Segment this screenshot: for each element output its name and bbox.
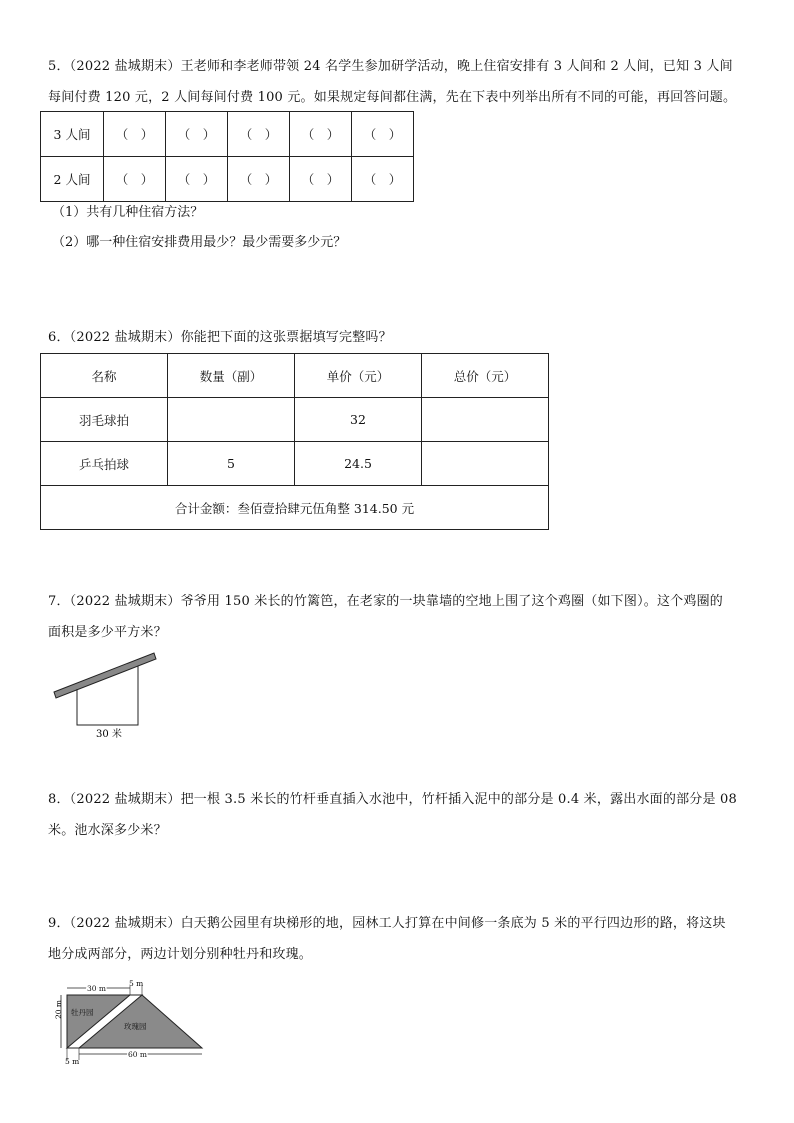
row-label: 3 人间 xyxy=(41,112,104,157)
table-row xyxy=(41,157,414,202)
q7-line2: 面积是多少平方米？ xyxy=(48,625,167,640)
blank-cell[interactable] xyxy=(422,398,549,442)
q5-sub2: （2）哪一种住宿安排费用最少？最少需要多少元？ xyxy=(52,235,347,250)
q5-text xyxy=(48,51,758,113)
q9-trapezoid-figure xyxy=(50,980,225,1065)
table-cell: 24.5 xyxy=(295,442,422,486)
q6-receipt-table xyxy=(40,353,549,530)
blank-cell[interactable] xyxy=(422,442,549,486)
row-label: 2 人间 xyxy=(41,157,104,202)
table-row xyxy=(41,398,549,442)
table-cell: 乒乓拍球 xyxy=(41,442,168,486)
q5-line2: 每间付费 120 元，2 人间每间付费 100 元。如果规定每间都住满，先在下表中列举出所有不同的可能，再回答问题。 xyxy=(48,90,737,105)
bottom-label: 60 m xyxy=(128,1050,148,1059)
blank-cell[interactable]: （ ） xyxy=(166,157,228,202)
blank-cell[interactable]: （ ） xyxy=(290,157,352,202)
blank-cell[interactable]: （ ） xyxy=(228,157,290,202)
q9-text xyxy=(48,908,758,970)
table-row xyxy=(41,112,414,157)
q8-line1: 8．（2022 盐城期末）把一根 3.5 米长的竹杆垂直插入水池中，竹杆插入泥中的部分是 0.4 米，露出水面的部分是 08 xyxy=(48,792,737,807)
table-total-row xyxy=(41,486,549,530)
table-row xyxy=(41,442,549,486)
table-cell: 5 xyxy=(168,442,295,486)
blank-cell[interactable]: （ ） xyxy=(104,157,166,202)
blank-cell[interactable]: （ ） xyxy=(228,112,290,157)
header-cell: 单价（元） xyxy=(295,354,422,398)
road-top-label: 5 m xyxy=(129,980,144,988)
q5-sub1: （1）共有几种住宿方法？ xyxy=(52,205,204,220)
blank-cell[interactable]: （ ） xyxy=(352,112,414,157)
header-cell: 总价（元） xyxy=(422,354,549,398)
width-label: 30 米 xyxy=(96,729,122,740)
q9-line2: 地分成两部分，两边计划分别种牡丹和玫瑰。 xyxy=(48,947,313,962)
q5-table xyxy=(40,111,414,202)
q7-chicken-coop-figure xyxy=(48,648,168,743)
header-cell: 数量（副） xyxy=(168,354,295,398)
wall-shape xyxy=(54,653,156,698)
q8-line2: 米。池水深多少米？ xyxy=(48,823,167,838)
road-bottom-label: 5 m xyxy=(65,1057,80,1065)
q6-text: 6．（2022 盐城期末）你能把下面的这张票据填写完整吗？ xyxy=(48,330,392,345)
q7-line1: 7．（2022 盐城期末）爷爷用 150 米长的竹篱笆，在老家的一块靠墙的空地上围了这个鸡圈（如下图）。这个鸡圈的 xyxy=(48,594,723,609)
height-label: 20 m xyxy=(54,999,63,1019)
blank-cell[interactable]: （ ） xyxy=(352,157,414,202)
q8-text xyxy=(48,784,758,846)
table-cell: 羽毛球拍 xyxy=(41,398,168,442)
q5-line1: 5．（2022 盐城期末）王老师和李老师带领 24 名学生参加研学活动，晚上住宿安排有 3 人间和 2 人间，已知 3 人间 xyxy=(48,59,733,74)
blank-cell[interactable]: （ ） xyxy=(104,112,166,157)
table-cell: 32 xyxy=(295,398,422,442)
table-header-row xyxy=(41,354,549,398)
blank-cell[interactable] xyxy=(168,398,295,442)
top-label: 30 m xyxy=(87,984,107,993)
blank-cell[interactable]: （ ） xyxy=(290,112,352,157)
header-cell: 名称 xyxy=(41,354,168,398)
peony-area-label: 牡丹园 xyxy=(71,1008,94,1017)
q9-line1: 9．（2022 盐城期末）白天鹅公园里有块梯形的地，园林工人打算在中间修一条底为 5 米的平行四边形的路，将这块 xyxy=(48,916,726,931)
blank-cell[interactable]: （ ） xyxy=(166,112,228,157)
total-cell: 合计金额：叁佰壹拾肆元伍角整 314.50 元 xyxy=(41,486,549,530)
q7-text xyxy=(48,586,758,648)
rose-area-label: 玫瑰园 xyxy=(124,1022,147,1031)
